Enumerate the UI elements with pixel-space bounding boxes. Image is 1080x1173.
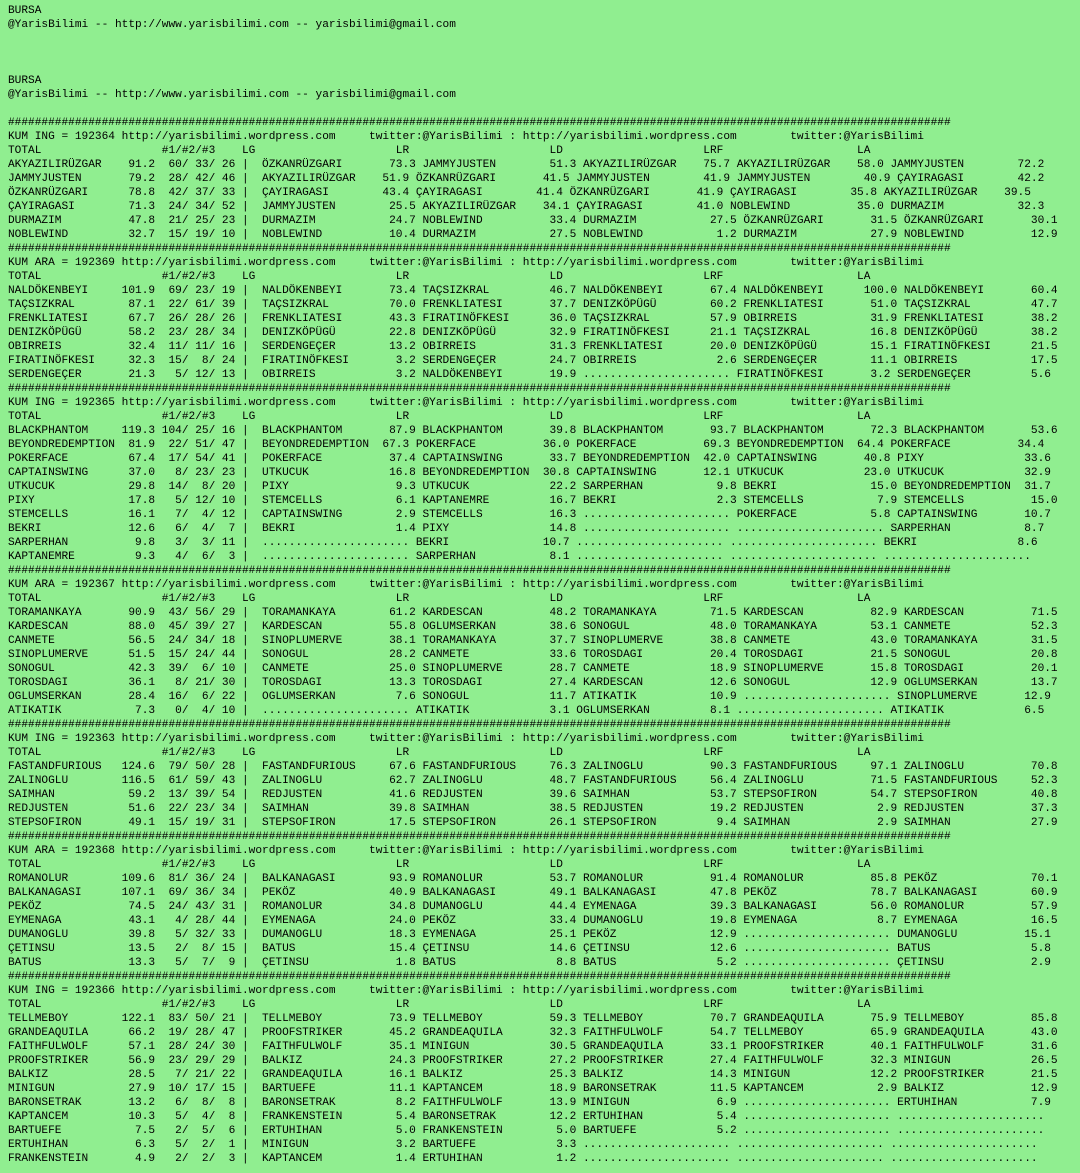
table-row: OBIRREIS 32.4 11/ 11/ 16 | SERDENGEÇER 13.2 OBIRREIS 31.3 FRENKLIATESI 20.0 DENIZKÖPÜGÜ 15.1 FIRATINÖFKESI 21.5 <box>8 341 1058 353</box>
table-row: MINIGUN 27.9 10/ 17/ 15 | BARTUEFE 11.1 KAPTANCEM 18.9 BARONSETRAK 11.5 KAPTANCEM 2.9 BALKIZ 12.9 <box>8 1083 1058 1095</box>
race-header: KUM ING = 192365 http://yarisbilimi.wordpress.com twitter:@YarisBilimi : http://yarisbilimi.wordpress.com twitter:@YarisBilimi <box>8 397 924 409</box>
table-row: ERTUHIHAN 6.3 5/ 2/ 1 | MINIGUN 3.2 BARTUEFE 3.3 ...................... ...................... ...................... <box>8 1139 1038 1151</box>
table-row: OGLUMSERKAN 28.4 16/ 6/ 22 | OGLUMSERKAN 7.6 SONOGUL 11.7 ATIKATIK 10.9 ...................... SINOPLUMERVE 12.9 <box>8 691 1051 703</box>
table-row: FIRATINÖFKESI 32.3 15/ 8/ 24 | FIRATINÖFKESI 3.2 SERDENGEÇER 24.7 OBIRREIS 2.6 SERDENGEÇER 11.1 OBIRREIS 17.5 <box>8 355 1058 367</box>
table-row: SONOGUL 42.3 39/ 6/ 10 | CANMETE 25.0 SINOPLUMERVE 28.7 CANMETE 18.9 SINOPLUMERVE 15.8 TOROSDAGI 20.1 <box>8 663 1058 675</box>
separator-line: ############################################################################################################################################# <box>8 971 951 983</box>
table-row: KAPTANEMRE 9.3 4/ 6/ 3 | ...................... SARPERHAN 8.1 ...................... ...................... ...................... <box>8 551 1031 563</box>
race-list <box>8 116 1080 1166</box>
blank-line <box>8 46 1080 60</box>
table-row: FRANKENSTEIN 4.9 2/ 2/ 3 | KAPTANCEM 1.4 ERTUHIHAN 1.2 ...................... ...................... ...................... <box>8 1153 1038 1165</box>
table-row: BLACKPHANTOM 119.3 104/ 25/ 16 | BLACKPHANTOM 87.9 BLACKPHANTOM 39.8 BLACKPHANTOM 93.7 BLACKPHANTOM 72.3 BLACKPHANTOM 53.6 <box>8 425 1058 437</box>
column-headers: TOTAL #1/#2/#3 LG LR LD LRF LA <box>8 859 871 871</box>
column-headers: TOTAL #1/#2/#3 LG LR LD LRF LA <box>8 411 871 423</box>
table-row: SAIMHAN 59.2 13/ 39/ 54 | REDJUSTEN 41.6 REDJUSTEN 39.6 SAIMHAN 53.7 STEPSOFIRON 54.7 STEPSOFIRON 40.8 <box>8 789 1058 801</box>
race-header: KUM ING = 192363 http://yarisbilimi.wordpress.com twitter:@YarisBilimi : http://yarisbilimi.wordpress.com twitter:@YarisBilimi <box>8 733 924 745</box>
table-row: FASTANDFURIOUS 124.6 79/ 50/ 28 | FASTANDFURIOUS 67.6 FASTANDFURIOUS 76.3 ZALINOGLU 90.3 FASTANDFURIOUS 97.1 ZALINOGLU 70.8 <box>8 761 1058 773</box>
table-row: BALKIZ 28.5 7/ 21/ 22 | GRANDEAQUILA 16.1 BALKIZ 25.3 BALKIZ 14.3 MINIGUN 12.2 PROOFSTRIKER 21.5 <box>8 1069 1058 1081</box>
separator-line: ############################################################################################################################################# <box>8 243 951 255</box>
table-row: FRENKLIATESI 67.7 26/ 28/ 26 | FRENKLIATESI 43.3 FIRATINÖFKESI 36.0 TAÇSIZKRAL 57.9 OBIRREIS 31.9 FRENKLIATESI 38.2 <box>8 313 1058 325</box>
table-row: PROOFSTRIKER 56.9 23/ 29/ 29 | BALKIZ 24.3 PROOFSTRIKER 27.2 PROOFSTRIKER 27.4 FAITHFULWOLF 32.3 MINIGUN 26.5 <box>8 1055 1058 1067</box>
table-row: BARTUEFE 7.5 2/ 5/ 6 | ERTUHIHAN 5.0 FRANKENSTEIN 5.0 BARTUEFE 5.2 ...................... ...................... <box>8 1125 1045 1137</box>
table-row: BEYONDREDEMPTION 81.9 22/ 51/ 47 | BEYONDREDEMPTION 67.3 POKERFACE 36.0 POKERFACE 69.3 BEYONDREDEMPTION 64.4 POKERFACE 34.4 <box>8 439 1045 451</box>
table-row: BALKANAGASI 107.1 69/ 36/ 34 | PEKÖZ 40.9 BALKANAGASI 49.1 BALKANAGASI 47.8 PEKÖZ 78.7 BALKANAGASI 60.9 <box>8 887 1058 899</box>
race-header: KUM ING = 192364 http://yarisbilimi.wordpress.com twitter:@YarisBilimi : http://yarisbilimi.wordpress.com twitter:@YarisBilimi <box>8 131 924 143</box>
report-title: BURSA <box>8 75 42 87</box>
table-row: CANMETE 56.5 24/ 34/ 18 | SINOPLUMERVE 38.1 TORAMANKAYA 37.7 SINOPLUMERVE 38.8 CANMETE 43.0 TORAMANKAYA 31.5 <box>8 635 1058 647</box>
column-headers: TOTAL #1/#2/#3 LG LR LD LRF LA <box>8 999 871 1011</box>
race-header: KUM ARA = 192368 http://yarisbilimi.wordpress.com twitter:@YarisBilimi : http://yarisbilimi.wordpress.com twitter:@YarisBilimi <box>8 845 924 857</box>
table-row: ÇETINSU 13.5 2/ 8/ 15 | BATUS 15.4 ÇETINSU 14.6 ÇETINSU 12.6 ...................... BATUS 5.8 <box>8 943 1051 955</box>
table-row: BATUS 13.3 5/ 7/ 9 | ÇETINSU 1.8 BATUS 8.8 BATUS 5.2 ...................... ÇETINSU 2.9 <box>8 957 1051 969</box>
table-row: CAPTAINSWING 37.0 8/ 23/ 23 | UTKUCUK 16.8 BEYONDREDEMPTION 30.8 CAPTAINSWING 12.1 UTKUCUK 23.0 UTKUCUK 32.9 <box>8 467 1051 479</box>
table-row: STEPSOFIRON 49.1 15/ 19/ 31 | STEPSOFIRON 17.5 STEPSOFIRON 26.1 STEPSOFIRON 9.4 SAIMHAN 2.9 SAIMHAN 27.9 <box>8 817 1058 829</box>
table-row: TAÇSIZKRAL 87.1 22/ 61/ 39 | TAÇSIZKRAL 70.0 FRENKLIATESI 37.7 DENIZKÖPÜGÜ 60.2 FRENKLIATESI 51.0 TAÇSIZKRAL 47.7 <box>8 299 1058 311</box>
table-row: AKYAZILIRÜZGAR 91.2 60/ 33/ 26 | ÖZKANRÜZGARI 73.3 JAMMYJUSTEN 51.3 AKYAZILIRÜZGAR 75.7 AKYAZILIRÜZGAR 58.0 JAMMYJUSTEN 72.2 <box>8 159 1045 171</box>
table-row: DURMAZIM 47.8 21/ 25/ 23 | DURMAZIM 24.7 NOBLEWIND 33.4 DURMAZIM 27.5 ÖZKANRÜZGARI 31.5 ÖZKANRÜZGARI 30.1 <box>8 215 1058 227</box>
table-row: DUMANOGLU 39.8 5/ 32/ 33 | DUMANOGLU 18.3 EYMENAGA 25.1 PEKÖZ 12.9 ...................... DUMANOGLU 15.1 <box>8 929 1051 941</box>
race-header: KUM ARA = 192369 http://yarisbilimi.wordpress.com twitter:@YarisBilimi : http://yarisbilimi.wordpress.com twitter:@YarisBilimi <box>8 257 924 269</box>
report-title: BURSA <box>8 5 42 17</box>
separator-line: ############################################################################################################################################# <box>8 831 951 843</box>
table-row: JAMMYJUSTEN 79.2 28/ 42/ 46 | AKYAZILIRÜZGAR 51.9 ÖZKANRÜZGARI 41.5 JAMMYJUSTEN 41.9 JAMMYJUSTEN 40.9 ÇAYIRAGASI 42.2 <box>8 173 1045 185</box>
contact-line: @YarisBilimi -- http://www.yarisbilimi.com -- yarisbilimi@gmail.com <box>8 89 456 101</box>
separator-line: ############################################################################################################################################# <box>8 719 951 731</box>
table-row: SARPERHAN 9.8 3/ 3/ 11 | ...................... BEKRI 10.7 ...................... ...................... BEKRI 8.6 <box>8 537 1038 549</box>
table-row: ÇAYIRAGASI 71.3 24/ 34/ 52 | JAMMYJUSTEN 25.5 AKYAZILIRÜZGAR 34.1 ÇAYIRAGASI 41.0 NOBLEWIND 35.0 DURMAZIM 32.3 <box>8 201 1045 213</box>
table-row: ATIKATIK 7.3 0/ 4/ 10 | ...................... ATIKATIK 3.1 OGLUMSERKAN 8.1 ...................... ATIKATIK 6.5 <box>8 705 1045 717</box>
table-row: SINOPLUMERVE 51.5 15/ 24/ 44 | SONOGUL 28.2 CANMETE 33.6 TOROSDAGI 20.4 TOROSDAGI 21.5 SONOGUL 20.8 <box>8 649 1058 661</box>
table-row: GRANDEAQUILA 66.2 19/ 28/ 47 | PROOFSTRIKER 45.2 GRANDEAQUILA 32.3 FAITHFULWOLF 54.7 TELLMEBOY 65.9 GRANDEAQUILA 43.0 <box>8 1027 1058 1039</box>
table-row: TORAMANKAYA 90.9 43/ 56/ 29 | TORAMANKAYA 61.2 KARDESCAN 48.2 TORAMANKAYA 71.5 KARDESCAN 82.9 KARDESCAN 71.5 <box>8 607 1058 619</box>
table-row: DENIZKÖPÜGÜ 58.2 23/ 28/ 34 | DENIZKÖPÜGÜ 22.8 DENIZKÖPÜGÜ 32.9 FIRATINÖFKESI 21.1 TAÇSIZKRAL 16.8 DENIZKÖPÜGÜ 38.2 <box>8 327 1058 339</box>
table-row: BEKRI 12.6 6/ 4/ 7 | BEKRI 1.4 PIXY 14.8 ...................... ...................... SARPERHAN 8.7 <box>8 523 1045 535</box>
separator-line: ############################################################################################################################################# <box>8 565 951 577</box>
race-header: KUM ING = 192366 http://yarisbilimi.wordpress.com twitter:@YarisBilimi : http://yarisbilimi.wordpress.com twitter:@YarisBilimi <box>8 985 924 997</box>
table-row: ROMANOLUR 109.6 81/ 36/ 24 | BALKANAGASI 93.9 ROMANOLUR 53.7 ROMANOLUR 91.4 ROMANOLUR 85.8 PEKÖZ 70.1 <box>8 873 1058 885</box>
table-row: ZALINOGLU 116.5 61/ 59/ 43 | ZALINOGLU 62.7 ZALINOGLU 48.7 FASTANDFURIOUS 56.4 ZALINOGLU 71.5 FASTANDFURIOUS 52.3 <box>8 775 1058 787</box>
contact-line: @YarisBilimi -- http://www.yarisbilimi.com -- yarisbilimi@gmail.com <box>8 19 456 31</box>
column-headers: TOTAL #1/#2/#3 LG LR LD LRF LA <box>8 747 871 759</box>
table-row: KARDESCAN 88.0 45/ 39/ 27 | KARDESCAN 55.8 OGLUMSERKAN 38.6 SONOGUL 48.0 TORAMANKAYA 53.1 CANMETE 52.3 <box>8 621 1058 633</box>
table-row: FAITHFULWOLF 57.1 28/ 24/ 30 | FAITHFULWOLF 35.1 MINIGUN 30.5 GRANDEAQUILA 33.1 PROOFSTRIKER 40.1 FAITHFULWOLF 31.6 <box>8 1041 1058 1053</box>
table-row: SERDENGEÇER 21.3 5/ 12/ 13 | OBIRREIS 3.2 NALDÖKENBEYI 19.9 ...................... FIRATINÖFKESI 3.2 SERDENGEÇER 5.6 <box>8 369 1051 381</box>
column-headers: TOTAL #1/#2/#3 LG LR LD LRF LA <box>8 593 871 605</box>
table-row: STEMCELLS 16.1 7/ 4/ 12 | CAPTAINSWING 2.9 STEMCELLS 16.3 ...................... POKERFACE 5.8 CAPTAINSWING 10.7 <box>8 509 1051 521</box>
separator-line: ############################################################################################################################################# <box>8 117 951 129</box>
separator-line: ############################################################################################################################################# <box>8 383 951 395</box>
column-headers: TOTAL #1/#2/#3 LG LR LD LRF LA <box>8 145 871 157</box>
table-row: KAPTANCEM 10.3 5/ 4/ 8 | FRANKENSTEIN 5.4 BARONSETRAK 12.2 ERTUHIHAN 5.4 ...................... ...................... <box>8 1111 1045 1123</box>
column-headers: TOTAL #1/#2/#3 LG LR LD LRF LA <box>8 271 871 283</box>
table-row: NALDÖKENBEYI 101.9 69/ 23/ 19 | NALDÖKENBEYI 73.4 TAÇSIZKRAL 46.7 NALDÖKENBEYI 67.4 NALDÖKENBEYI 100.0 NALDÖKENBEYI 60.4 <box>8 285 1058 297</box>
blank-line <box>8 32 1080 46</box>
blank-line <box>8 60 1080 74</box>
table-row: ÖZKANRÜZGARI 78.8 42/ 37/ 33 | ÇAYIRAGASI 43.4 ÇAYIRAGASI 41.4 ÖZKANRÜZGARI 41.9 ÇAYIRAGASI 35.8 AKYAZILIRÜZGAR 39.5 <box>8 187 1031 199</box>
table-row: REDJUSTEN 51.6 22/ 23/ 34 | SAIMHAN 39.8 SAIMHAN 38.5 REDJUSTEN 19.2 REDJUSTEN 2.9 REDJUSTEN 37.3 <box>8 803 1058 815</box>
table-row: TOROSDAGI 36.1 8/ 21/ 30 | TOROSDAGI 13.3 TOROSDAGI 27.4 KARDESCAN 12.6 SONOGUL 12.9 OGLUMSERKAN 13.7 <box>8 677 1058 689</box>
blank-line <box>8 102 1080 116</box>
race-header: KUM ARA = 192367 http://yarisbilimi.wordpress.com twitter:@YarisBilimi : http://yarisbilimi.wordpress.com twitter:@YarisBilimi <box>8 579 924 591</box>
table-row: PIXY 17.8 5/ 12/ 10 | STEMCELLS 6.1 KAPTANEMRE 16.7 BEKRI 2.3 STEMCELLS 7.9 STEMCELLS 15.0 <box>8 495 1058 507</box>
table-row: NOBLEWIND 32.7 15/ 19/ 10 | NOBLEWIND 10.4 DURMAZIM 27.5 NOBLEWIND 1.2 DURMAZIM 27.9 NOBLEWIND 12.9 <box>8 229 1058 241</box>
table-row: UTKUCUK 29.8 14/ 8/ 20 | PIXY 9.3 UTKUCUK 22.2 SARPERHAN 9.8 BEKRI 15.0 BEYONDREDEMPTION 31.7 <box>8 481 1051 493</box>
table-row: PEKÖZ 74.5 24/ 43/ 31 | ROMANOLUR 34.8 DUMANOGLU 44.4 EYMENAGA 39.3 BALKANAGASI 56.0 ROMANOLUR 57.9 <box>8 901 1058 913</box>
table-row: BARONSETRAK 13.2 6/ 8/ 8 | BARONSETRAK 8.2 FAITHFULWOLF 13.9 MINIGUN 6.9 ...................... ERTUHIHAN 7.9 <box>8 1097 1051 1109</box>
table-row: TELLMEBOY 122.1 83/ 50/ 21 | TELLMEBOY 73.9 TELLMEBOY 59.3 TELLMEBOY 70.7 GRANDEAQUILA 75.9 TELLMEBOY 85.8 <box>8 1013 1058 1025</box>
table-row: POKERFACE 67.4 17/ 54/ 41 | POKERFACE 37.4 CAPTAINSWING 33.7 BEYONDREDEMPTION 42.0 CAPTAINSWING 40.8 PIXY 33.6 <box>8 453 1051 465</box>
table-row: EYMENAGA 43.1 4/ 28/ 44 | EYMENAGA 24.0 PEKÖZ 33.4 DUMANOGLU 19.8 EYMENAGA 8.7 EYMENAGA 16.5 <box>8 915 1058 927</box>
